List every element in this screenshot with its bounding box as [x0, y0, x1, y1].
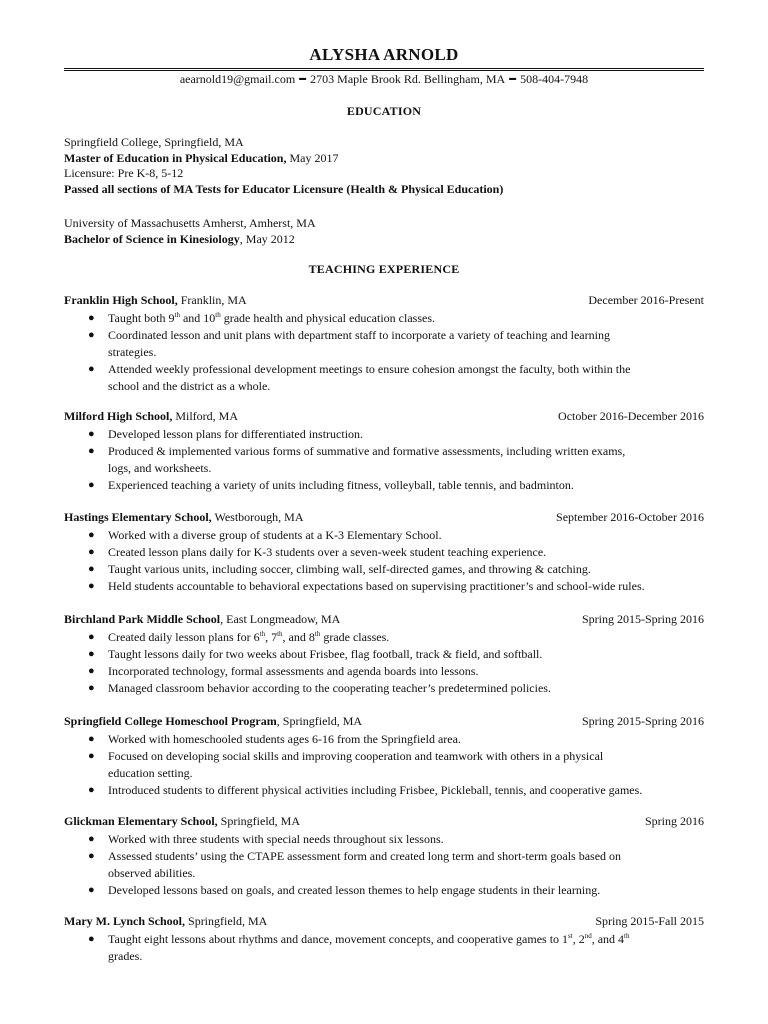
job-location: Springfield, MA: [185, 914, 268, 928]
job-entry: [64, 510, 704, 595]
bullet-text: strategies.: [108, 345, 157, 359]
list-item-continuation: [64, 948, 704, 965]
school-umass: University of Massachusetts Amherst, Amherst, MA: [64, 216, 316, 230]
bullet-text: school and the district as a whole.: [108, 379, 271, 393]
job-entry: [64, 409, 704, 494]
list-item: [64, 731, 704, 748]
bullet-text: Introduced students to different physical activities including Frisbee, Pickleball, tennis, and cooperative games.: [108, 783, 643, 797]
job-bullets: [64, 931, 704, 965]
job-dates: December 2016-Present: [588, 293, 704, 307]
job-location: Westborough, MA: [211, 510, 304, 524]
list-item: [64, 544, 704, 561]
bullet-text: Assessed students’ using the CTAPE assessment form and created long term and short-term goals based on: [108, 849, 622, 863]
list-item-continuation: [64, 460, 704, 477]
bullet-icon: ●: [88, 329, 95, 341]
job-location: , Springfield, MA: [276, 714, 363, 728]
job-organization: Glickman Elementary School,: [64, 814, 218, 828]
bullet-text: logs, and worksheets.: [108, 461, 212, 475]
job-organization: Milford High School,: [64, 409, 173, 423]
bullet-text: Taught eight lessons about rhythms and dance, movement concepts, and cooperative games to 1: [108, 932, 569, 946]
degree-bachelors-date: , May 2012: [239, 232, 295, 246]
bullet-icon: ●: [88, 580, 95, 592]
job-header: [64, 714, 704, 731]
job-bullets: [64, 527, 704, 595]
job-header: [64, 814, 704, 831]
list-item-continuation: [64, 865, 704, 882]
list-item: [64, 443, 704, 460]
bullet-text: Taught various units, including soccer, climbing wall, self-directed games, and throwing & catching.: [108, 562, 591, 576]
list-item: [64, 848, 704, 865]
bullet-text: Developed lessons based on goals, and created lesson themes to help engage students in their learning.: [108, 883, 601, 897]
bullet-icon: ●: [88, 445, 95, 457]
list-item: [64, 629, 704, 646]
bullet-text: grade classes.: [320, 630, 390, 644]
job-entry: [64, 612, 704, 697]
list-item: [64, 646, 704, 663]
degree-masters-title: Master of Education in Physical Education,: [64, 151, 287, 165]
job-location: Milford, MA: [172, 409, 239, 423]
bullet-icon: ●: [88, 563, 95, 575]
job-header: [64, 409, 704, 426]
bullet-icon: ●: [88, 665, 95, 677]
email-address: aearnold19@gmail.com: [179, 72, 296, 86]
education-heading: EDUCATION: [346, 104, 422, 118]
job-header: [64, 914, 704, 931]
ordinal-suffix: th: [215, 311, 221, 319]
list-item: [64, 831, 704, 848]
degree-bachelors: [64, 232, 295, 247]
bullet-icon: ●: [88, 648, 95, 660]
ordinal-suffix: th: [259, 630, 266, 638]
list-item: [64, 663, 704, 680]
job-dates: Spring 2016: [644, 814, 704, 828]
list-item: [64, 882, 704, 899]
bullet-text: Worked with three students with special needs throughout six lessons.: [108, 832, 444, 846]
bullet-text: Taught both 9: [108, 311, 175, 325]
bullet-icon: ●: [88, 733, 95, 745]
list-item: [64, 327, 704, 344]
bullet-icon: ●: [88, 479, 95, 491]
bullet-text: education setting.: [108, 766, 193, 780]
bullet-text: Taught lessons daily for two weeks about Frisbee, flag football, track & field, and softball.: [108, 647, 543, 661]
list-item: [64, 310, 704, 327]
job-header: [64, 510, 704, 527]
ordinal-suffix: th: [277, 630, 283, 638]
job-organization: Franklin High School,: [64, 293, 178, 307]
job-location: , East Longmeadow, MA: [220, 612, 341, 626]
tests-text: Passed all sections of MA Tests for Educator Licensure (Health & Physical Education): [64, 182, 504, 196]
bullet-icon: ●: [88, 363, 95, 375]
job-organization: Mary M. Lynch School,: [64, 914, 186, 928]
ordinal-suffix: th: [174, 311, 180, 319]
job-dates: October 2016-December 2016: [558, 409, 704, 423]
job-bullets: [64, 629, 704, 697]
list-item: [64, 680, 704, 697]
job-location: Springfield, MA: [217, 814, 301, 828]
bullet-text: grade health and physical education classes.: [220, 311, 435, 325]
bullet-text: Created daily lesson plans for 6: [108, 630, 260, 644]
list-item: [64, 527, 704, 544]
school-springfield: Springfield College, Springfield, MA: [64, 135, 244, 149]
ordinal-suffix: nd: [584, 932, 592, 940]
candidate-name: ALYSHA ARNOLD: [309, 45, 459, 64]
experience-heading: TEACHING EXPERIENCE: [308, 262, 460, 276]
job-entry: [64, 914, 704, 965]
bullet-icon: ●: [88, 884, 95, 896]
job-dates: Spring 2015-Spring 2016: [581, 714, 704, 728]
job-organization: Birchland Park Middle School: [64, 612, 221, 626]
job-bullets: [64, 731, 704, 799]
bullet-text: Attended weekly professional development meetings to ensure cohesion amongst the faculty, both within the: [108, 362, 631, 376]
list-item: [64, 748, 704, 765]
bullet-text: grades.: [108, 949, 143, 963]
list-item: [64, 561, 704, 578]
bullet-icon: ●: [88, 933, 95, 945]
job-location: Franklin, MA: [177, 293, 247, 307]
bullet-icon: ●: [88, 833, 95, 845]
bullet-text: , and 4: [591, 932, 625, 946]
separator-icon: ▬: [299, 74, 307, 82]
bullet-text: Created lesson plans daily for K-3 students over a seven-week student teaching experience.: [108, 545, 547, 559]
bullet-text: Experienced teaching a variety of units including fitness, volleyball, table tennis, and badminton.: [108, 478, 574, 492]
degree-masters-date: May 2017: [286, 151, 339, 165]
job-bullets: [64, 310, 704, 395]
job-dates: September 2016-October 2016: [556, 510, 704, 524]
list-item: [64, 931, 704, 948]
bullet-text: Worked with homeschooled students ages 6-16 from the Springfield area.: [108, 732, 461, 746]
job-entry: [64, 714, 704, 799]
tests-line: [64, 182, 503, 197]
bullet-text: Held students accountable to behavioral expectations based on supervising practitioner’s and school-wide rules.: [108, 579, 645, 593]
job-entry: [64, 814, 704, 899]
list-item: [64, 426, 704, 443]
bullet-icon: ●: [88, 631, 95, 643]
bullet-text: , 2: [572, 932, 585, 946]
list-item: [64, 578, 704, 595]
list-item: [64, 361, 704, 378]
bullet-text: Produced & implemented various forms of summative and formative assessments, including written exams,: [108, 444, 626, 458]
contact-line: [0, 72, 768, 87]
bullet-text: Managed classroom behavior according to the cooperating teacher’s predetermined policies.: [108, 681, 551, 695]
list-item-continuation: [64, 765, 704, 782]
header-divider: [64, 68, 704, 71]
job-bullets: [64, 426, 704, 494]
bullet-text: Coordinated lesson and unit plans with department staff to incorporate a variety of teaching and learning: [108, 328, 610, 342]
job-header: [64, 293, 704, 310]
job-dates: Spring 2015-Fall 2015: [595, 914, 704, 928]
mailing-address: 2703 Maple Brook Rd. Bellingham, MA: [310, 72, 506, 86]
job-dates: Spring 2015-Spring 2016: [581, 612, 704, 626]
bullet-icon: ●: [88, 529, 95, 541]
separator-icon: ▬: [509, 74, 517, 82]
job-header: [64, 612, 704, 629]
bullet-icon: ●: [88, 784, 95, 796]
bullet-text: and 10: [179, 311, 216, 325]
bullet-icon: ●: [88, 428, 95, 440]
bullet-icon: ●: [88, 850, 95, 862]
licensure-line: Licensure: Pre K-8, 5-12: [64, 166, 184, 180]
bullet-icon: ●: [88, 750, 95, 762]
list-item: [64, 477, 704, 494]
bullet-icon: ●: [88, 546, 95, 558]
ordinal-suffix: st: [568, 932, 573, 940]
ordinal-suffix: th: [314, 630, 321, 638]
bullet-text: Focused on developing social skills and improving cooperation and teamwork with others in a physical: [108, 749, 604, 763]
bullet-text: , 7: [265, 630, 278, 644]
bullet-text: Incorporated technology, formal assessments and agenda boards into lessons.: [108, 664, 479, 678]
phone-number: 508-404-7948: [520, 72, 589, 86]
job-organization: Hastings Elementary School,: [64, 510, 212, 524]
job-organization: Springfield College Homeschool Program: [64, 714, 277, 728]
ordinal-suffix: th: [624, 932, 630, 940]
bullet-text: Developed lesson plans for differentiated instruction.: [108, 427, 364, 441]
job-entry: [64, 293, 704, 395]
degree-bachelors-title: Bachelor of Science in Kinesiology: [64, 232, 240, 246]
bullet-text: Worked with a diverse group of students at a K-3 Elementary School.: [108, 528, 442, 542]
job-bullets: [64, 831, 704, 899]
bullet-text: observed abilities.: [108, 866, 196, 880]
degree-masters: [64, 151, 338, 166]
list-item: [64, 782, 704, 799]
list-item-continuation: [64, 344, 704, 361]
list-item-continuation: [64, 378, 704, 395]
bullet-text: , and 8: [282, 630, 315, 644]
bullet-icon: ●: [88, 312, 95, 324]
bullet-icon: ●: [88, 682, 95, 694]
